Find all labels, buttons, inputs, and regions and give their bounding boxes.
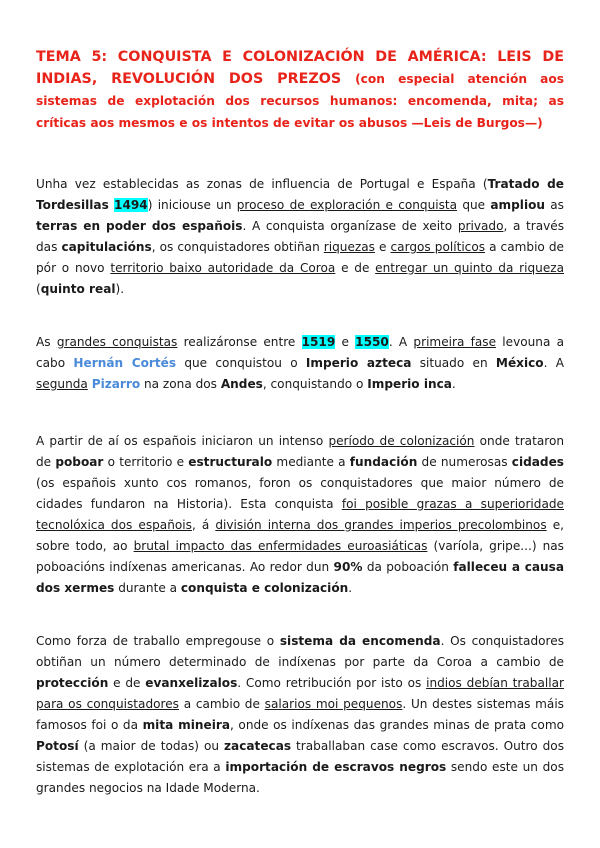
text-run: durante a xyxy=(114,581,181,595)
underlined-text: riquezas xyxy=(323,240,375,254)
underlined-text: territorio baixo autoridade da Coroa xyxy=(110,261,336,275)
bold-text: quinto real xyxy=(40,282,116,296)
text-run: que xyxy=(457,198,491,212)
text-run: . A conquista organízase de xeito xyxy=(242,219,458,233)
text-run: traballaban case como escravos. Outro dos sistemas de explotación era a xyxy=(36,739,564,774)
bold-text: cidades xyxy=(511,455,564,469)
person-name-pizarro: Pizarro xyxy=(91,377,141,391)
underlined-text: primeira fase xyxy=(413,335,497,349)
text-run: e xyxy=(335,335,356,349)
text-run: Unha vez establecidas as zonas de influencia de Portugal e España ( xyxy=(36,177,488,191)
text-run: , á xyxy=(191,518,216,532)
text-run: e xyxy=(374,240,391,254)
bold-text: México xyxy=(495,356,544,370)
text-run: (varíola, gripe...) nas poboacións indíxenas americanas. Ao redor dun xyxy=(36,539,564,574)
text-run: situado en xyxy=(411,356,496,370)
underlined-text: división interna dos grandes imperios precolombinos xyxy=(215,518,547,532)
paragraph-colonizacion xyxy=(36,431,564,599)
underlined-text: brutal impacto das enfermidades euroasiáticas xyxy=(133,539,428,553)
bold-text: poboar xyxy=(55,455,104,469)
bold-text: importación de escravos negros xyxy=(225,760,447,774)
person-name-cortes: Hernán Cortés xyxy=(73,356,177,370)
bold-text: zacatecas xyxy=(224,739,292,753)
text-run: e, sobre todo, ao xyxy=(36,518,564,553)
bold-text: protección xyxy=(36,676,109,690)
paragraph-grandes-conquistas xyxy=(36,332,564,395)
text-run: mediante a xyxy=(272,455,350,469)
bold-text: Andes xyxy=(220,377,263,391)
underlined-text: indios debían traballar para os conquistadores xyxy=(36,676,564,711)
paragraph-tordesillas xyxy=(36,174,564,300)
text-run: . A xyxy=(543,356,564,370)
text-run: , os conquistadores obtiñan xyxy=(151,240,324,254)
text-run: onde trataron de xyxy=(36,434,565,469)
text-run: , conquistando o xyxy=(262,377,368,391)
text-run: . Como retribución por isto os xyxy=(237,676,427,690)
text-run: . Os conquistadores obtiñan un número determinado de indíxenas por parte da Coroa a cambio de xyxy=(36,634,564,669)
text-run: as xyxy=(545,198,564,212)
underlined-text: proceso de exploración e conquista xyxy=(236,198,458,212)
highlighted-year: 1550 xyxy=(355,335,389,349)
text-run: ( xyxy=(36,282,41,296)
paragraph-encomenda xyxy=(36,631,564,799)
text-run: realizáronse entre xyxy=(177,335,302,349)
text-run: e de xyxy=(108,676,146,690)
bold-text: falleceu a causa dos xermes xyxy=(36,560,564,595)
underlined-text: entregar un quinto da riqueza xyxy=(375,261,565,275)
underlined-text: foi posible grazas a superioridade tecnolóxica dos españois xyxy=(36,497,564,532)
bold-text: ampliou xyxy=(490,198,546,212)
title-main: TEMA 5: CONQUISTA E COLONIZACIÓN DE AMÉRICA: LEIS DE INDIAS, REVOLUCIÓN DOS PREZOS xyxy=(36,49,564,87)
underlined-text: privado xyxy=(457,219,504,233)
text-run: de numerosas xyxy=(417,455,512,469)
bold-text: mita mineira xyxy=(142,718,231,732)
text-run: A partir de aí os españois iniciaron un intenso xyxy=(36,434,329,448)
text-run: Como forza de traballo empregouse o xyxy=(36,634,280,648)
underlined-text: salarios moi pequenos xyxy=(264,697,403,711)
text-run: (os españois xunto cos romanos, foron os conquistadores que maior número de cidades fundaron na Historia). Esta conquista xyxy=(36,476,564,511)
bold-text: conquista e colonización xyxy=(180,581,349,595)
underlined-text: cargos políticos xyxy=(390,240,486,254)
underlined-text: período de colonización xyxy=(328,434,475,448)
bold-text: fundación xyxy=(349,455,418,469)
highlighted-year: 1494 xyxy=(114,198,148,212)
text-run: que conquistou o xyxy=(176,356,306,370)
text-run: , a través das xyxy=(36,219,565,254)
bold-text: Imperio inca xyxy=(367,377,452,391)
text-run: e de xyxy=(335,261,376,275)
bold-text: Tratado de Tordesillas xyxy=(36,177,564,212)
bold-text: sistema da encomenda xyxy=(279,634,441,648)
underlined-text: grandes conquistas xyxy=(56,335,178,349)
bold-text: Potosí xyxy=(36,739,79,753)
text-run: . xyxy=(348,581,353,595)
bold-text: Imperio azteca xyxy=(305,356,412,370)
bold-text: capitulacións xyxy=(61,240,152,254)
text-run: levouna a cabo xyxy=(36,335,565,370)
text-run: na zona dos xyxy=(140,377,221,391)
underlined-text: segunda xyxy=(36,377,88,391)
text-run: . A xyxy=(388,335,414,349)
text-run: a cambio de pór o novo xyxy=(36,240,564,275)
bold-text: evanxelizalos xyxy=(145,676,238,690)
bold-text: 90% xyxy=(333,560,363,574)
highlighted-year: 1519 xyxy=(301,335,336,349)
document-title xyxy=(36,46,564,134)
text-run: ) iniciouse un xyxy=(147,198,237,212)
bold-text: estructuralo xyxy=(188,455,273,469)
title-subtitle: (con especial atención aos sistemas de explotación dos recursos humanos: encomenda, mita; as críticas aos mesmos e os intentos de evitar os abusos —Leis de Burgos—) xyxy=(36,72,565,130)
text-run: . Un destes sistemas máis famosos foi o da xyxy=(36,697,564,732)
text-run: sendo este un dos grandes negocios na Idade Moderna. xyxy=(36,760,564,795)
text-run: a cambio de xyxy=(178,697,265,711)
text-run: , onde os indíxenas das grandes minas de prata como xyxy=(230,718,565,732)
text-run: . xyxy=(451,377,456,391)
text-run: ). xyxy=(115,282,125,296)
document-page xyxy=(36,46,565,795)
text-run: da poboación xyxy=(362,560,454,574)
text-run: As xyxy=(36,335,57,349)
bold-text: terras en poder dos españois xyxy=(36,219,243,233)
text-run: o territorio e xyxy=(103,455,189,469)
text-run: (a maior de todas) ou xyxy=(78,739,225,753)
